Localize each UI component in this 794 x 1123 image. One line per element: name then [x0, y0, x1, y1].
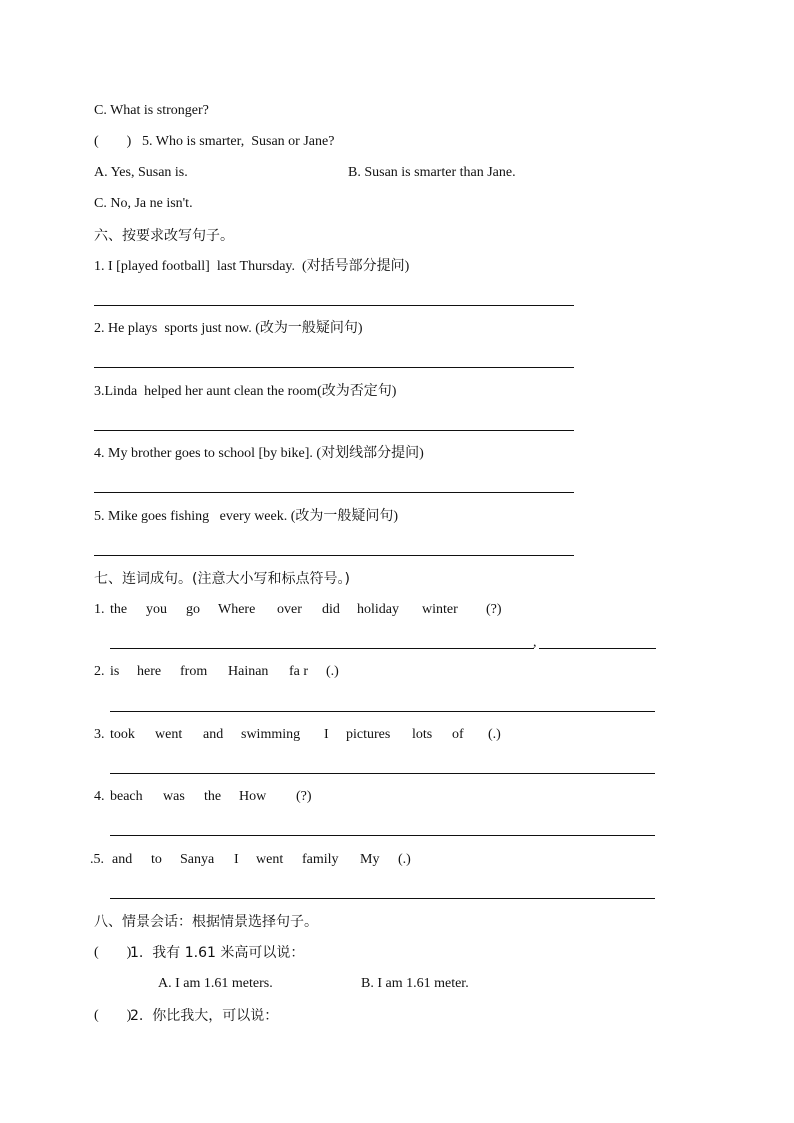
- scramble-word: swimming: [241, 727, 301, 742]
- answer-line-6-1[interactable]: [94, 305, 574, 306]
- scramble-word: is: [110, 664, 120, 679]
- scramble-word: My: [360, 852, 380, 867]
- scramble-word: the: [204, 789, 222, 804]
- answer-line-7-4[interactable]: [110, 835, 655, 836]
- scramble-word: went: [256, 852, 284, 867]
- scramble-word: Sanya: [180, 852, 215, 867]
- answer-line-7-3[interactable]: [110, 773, 655, 774]
- section6-item-1: 1. I [played football] last Thursday. (对括号部分提问): [94, 259, 410, 274]
- section6-item-4: 4. My brother goes to school [by bike]. (对划线部分提问): [94, 446, 424, 461]
- section6-item-5: 5. Mike goes fishing every week. (改为一般疑问句): [94, 509, 399, 524]
- item-number: 2.: [94, 664, 105, 679]
- q5-answer-paren: ( ): [94, 134, 132, 149]
- scramble-word: family: [302, 852, 339, 867]
- scramble-word: went: [155, 727, 183, 742]
- answer-line-6-3[interactable]: [94, 430, 574, 431]
- section7-heading: 七、连词成句。(注意大小写和标点符号。): [94, 571, 350, 587]
- scramble-word: you: [146, 602, 167, 617]
- answer-line-6-2[interactable]: [94, 367, 574, 368]
- answer-line-comma: ,: [533, 635, 537, 650]
- q5-option-c: C. No, Ja ne isn't.: [94, 196, 193, 211]
- section6-item-2: 2. He plays sports just now. (改为一般疑问句): [94, 321, 363, 336]
- section6-heading: 六、按要求改写句子。: [94, 228, 234, 244]
- scramble-word: was: [163, 789, 185, 804]
- section6-item-3: 3.Linda helped her aunt clean the room(改为否定句): [94, 384, 397, 399]
- scramble-word: (?): [296, 789, 312, 804]
- scramble-word: Where: [218, 602, 256, 617]
- scramble-word: holiday: [357, 602, 399, 617]
- q8-2-prompt: 2. 你比我大，可以说：: [130, 1008, 279, 1024]
- scramble-word: I: [234, 852, 239, 867]
- scramble-word: Hainan: [228, 664, 269, 679]
- answer-line-6-4[interactable]: [94, 492, 574, 493]
- q5-option-b: B. Susan is smarter than Jane.: [348, 165, 516, 180]
- scramble-word: here: [137, 664, 162, 679]
- scramble-word: How: [239, 789, 267, 804]
- q5-question: 5. Who is smarter, Susan or Jane?: [142, 134, 335, 149]
- scramble-word: did: [322, 602, 340, 617]
- scramble-word: beach: [110, 789, 143, 804]
- answer-line-7-1a[interactable]: [110, 648, 534, 649]
- scramble-word: the: [110, 602, 128, 617]
- scramble-word: and: [203, 727, 224, 742]
- scramble-word: (?): [486, 602, 502, 617]
- answer-line-6-5[interactable]: [94, 555, 574, 556]
- item-number: .5.: [90, 852, 104, 867]
- q8-2-answer-paren: ( ): [94, 1008, 132, 1023]
- answer-line-7-1b[interactable]: [539, 648, 656, 649]
- scramble-word: pictures: [346, 727, 391, 742]
- answer-line-7-2[interactable]: [110, 711, 655, 712]
- scramble-word: took: [110, 727, 135, 742]
- scramble-word: to: [151, 852, 162, 867]
- q5-option-a: A. Yes, Susan is.: [94, 165, 188, 180]
- scramble-word: (.): [398, 852, 411, 867]
- scramble-word: (.): [488, 727, 501, 742]
- scramble-word: fa r: [289, 664, 309, 679]
- scramble-word: go: [186, 602, 200, 617]
- item-number: 1.: [94, 602, 105, 617]
- q8-1-answer-paren: ( ): [94, 945, 132, 960]
- scramble-word: I: [324, 727, 329, 742]
- scramble-word: from: [180, 664, 208, 679]
- scramble-word: and: [112, 852, 133, 867]
- q8-1-option-a: A. I am 1.61 meters.: [158, 976, 273, 991]
- scramble-word: lots: [412, 727, 433, 742]
- scramble-word: of: [452, 727, 464, 742]
- q8-1-prompt: 1. 我有 1.61 米高可以说：: [130, 945, 305, 961]
- scramble-word: (.): [326, 664, 339, 679]
- item-number: 3.: [94, 727, 105, 742]
- scramble-word: winter: [422, 602, 458, 617]
- q4-option-c: C. What is stronger?: [94, 103, 209, 118]
- scramble-word: over: [277, 602, 302, 617]
- section8-heading: 八、情景会话：根据情景选择句子。: [94, 914, 318, 930]
- answer-line-7-5[interactable]: [110, 898, 655, 899]
- q8-1-option-b: B. I am 1.61 meter.: [361, 976, 469, 991]
- item-number: 4.: [94, 789, 105, 804]
